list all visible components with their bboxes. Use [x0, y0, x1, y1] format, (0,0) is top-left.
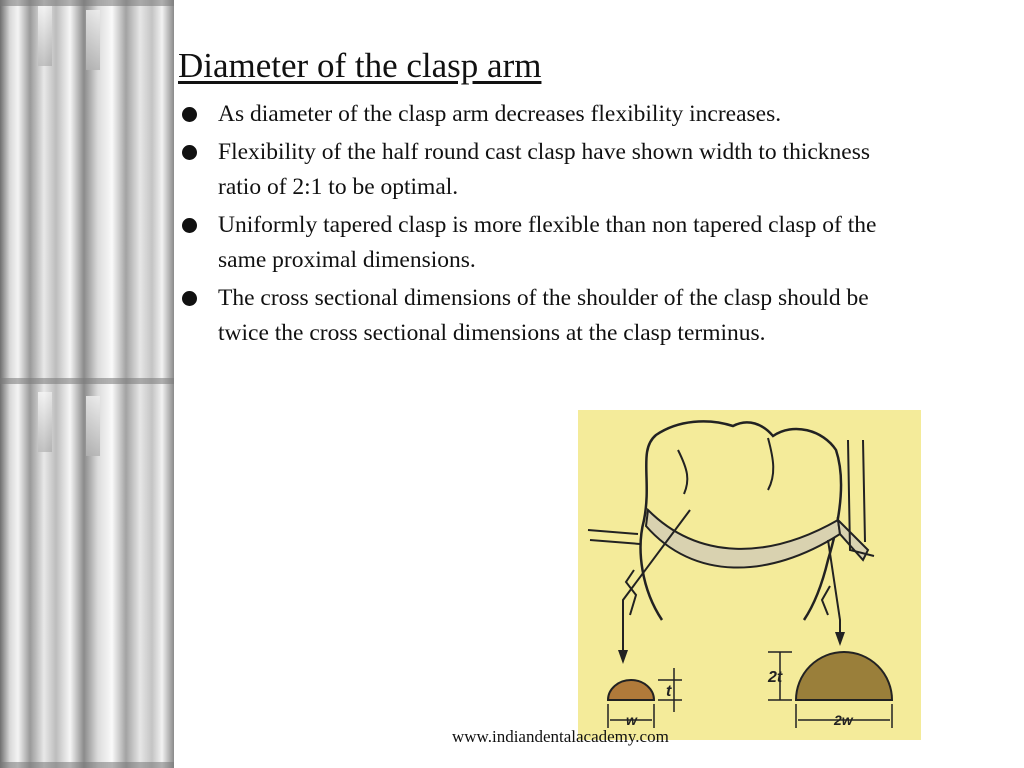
dimension-label-2w: 2w: [834, 712, 853, 728]
tooth-cusp-line: [768, 438, 773, 490]
footer-url: www.indiandentalacademy.com: [452, 727, 669, 746]
clasp-cross-section-figure: [578, 410, 921, 740]
bullet-dot-icon: [182, 107, 197, 122]
bullet-item: [180, 208, 880, 278]
arrow-head: [618, 650, 628, 664]
bullet-dot-icon: [182, 291, 197, 306]
bullet-dot-icon: [182, 145, 197, 160]
bullet-item: [180, 97, 880, 132]
bullet-list: [180, 97, 880, 354]
small-cross-section: [608, 680, 654, 700]
dimension-label-2t: 2t: [768, 669, 783, 686]
bullet-dot-icon: [182, 218, 197, 233]
bullet-item: [180, 281, 880, 351]
root-line: [822, 586, 830, 615]
arrow-head: [835, 632, 845, 646]
dimension-label-t: t: [666, 683, 672, 700]
gum-line: [588, 530, 640, 544]
bullet-item: [180, 135, 880, 205]
clasp-diagram-svg: [578, 410, 921, 740]
dimension-label-w: w: [626, 712, 637, 728]
slide-title: Diameter of the clasp arm: [178, 46, 542, 85]
bullet-text: The cross sectional dimensions of the shoulder of the clasp should be twice the cross sectional dimensions at the clasp terminus.: [218, 285, 869, 346]
tooth-outline: [641, 421, 841, 620]
clasp-arm: [646, 510, 840, 568]
bullet-text: Uniformly tapered clasp is more flexible than non tapered clasp of the same proximal dimensions.: [218, 212, 877, 273]
bullet-text: As diameter of the clasp arm decreases flexibility increases.: [218, 101, 782, 127]
tooth-cusp-line: [678, 450, 687, 494]
bullet-text: Flexibility of the half round cast clasp have shown width to thickness ratio of 2:1 to be optimal.: [218, 139, 871, 200]
large-cross-section: [796, 652, 892, 700]
arrow-to-shoulder: [828, 540, 840, 640]
left-decorative-strip: [0, 0, 174, 768]
